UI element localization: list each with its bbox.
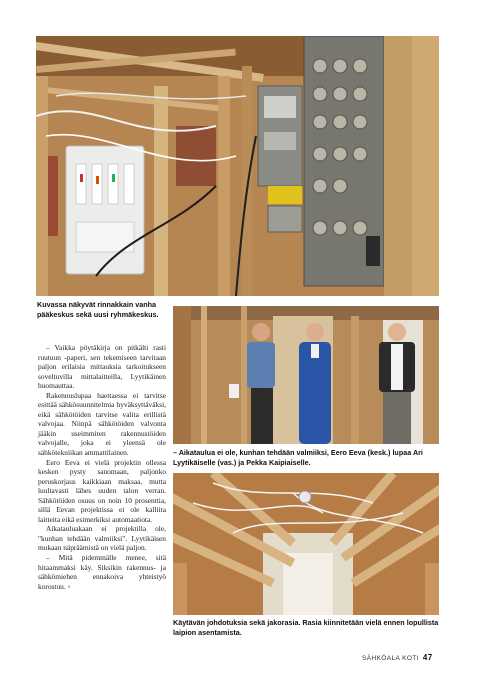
body-paragraph: Aikatauluakaan ei projektilla ole, "kunhan tehdään valmiiksi". Lyytikäisen mukaan näpräämistä on vielä paljon.: [38, 524, 166, 553]
body-paragraph: Rakennuslupaa haettaessa ei tarvitse esittää sähkösuunnitelmia hyväksyttäväksi, eikä sähkötöiden tarvitse valita erillistä valvojaa. Niinpä sähkötöiden valvonta jääkin useimmiten rakennustöiden valvojalle, joka ei yleensä ole sähkötekniikan ammattilainen.: [38, 390, 166, 458]
caption-top: Kuvassa näkyvät rinnakkain vanha pääkeskus sekä uusi ryhmäkeskus.: [37, 300, 159, 319]
caption-middle: – Aikataulua ei ole, kunhan tehdään valmiiksi, Eero Eeva (kesk.) lupaa Ari Lyytikäiselle (vas.) ja Pekka Kaipiaiselle.: [173, 448, 423, 467]
page-number: 47: [422, 653, 433, 662]
photo-three-men: [173, 306, 439, 444]
body-paragraph: – Vaikka pöytäkirja on pitkälti rasti ruutuun -paperi, sen tekemiseen tarvitaan paljon erilaisia mittauksia tarkoitukseen soveltuvilla mittalaitteilla, Lyytikäinen huomauttaa.: [38, 343, 166, 391]
page-footer: [362, 653, 433, 662]
three-men-illustration: [173, 306, 439, 444]
body-paragraph: Eero Eeva ei vielä projektin ollessa kesken pysty sanomaan, paljonko peruskorjaus kaikkiaan maksaa, mutta luultavasti lähes uuden talon verran. Sähkötöiden osuus on noin 10 prosenttia, sillä Eevan projektissa ei ole kalliita laitteita eikä esimerkiksi automaatiota.: [38, 457, 166, 524]
photo-hallway-wiring: [173, 473, 439, 615]
article-body: [38, 343, 166, 591]
hallway-wiring-illustration: [173, 473, 439, 615]
body-paragraph: – Mitä pidemmälle menee, sitä hitaammaksi käy. Siksikin rakennus- ja sähkömiehen ennakoiva yhteistyö korostuu. ▫: [38, 553, 166, 591]
photo-electrical-panels: [36, 36, 439, 296]
electrical-panels-illustration: [36, 36, 439, 296]
caption-bottom: Käytävän johdotuksia sekä jakorasia. Rasia kiinnitetään vielä ennen lopullista laipion asentamista.: [173, 618, 439, 637]
magazine-name: SÄHKÖALA KOTI: [362, 655, 419, 662]
